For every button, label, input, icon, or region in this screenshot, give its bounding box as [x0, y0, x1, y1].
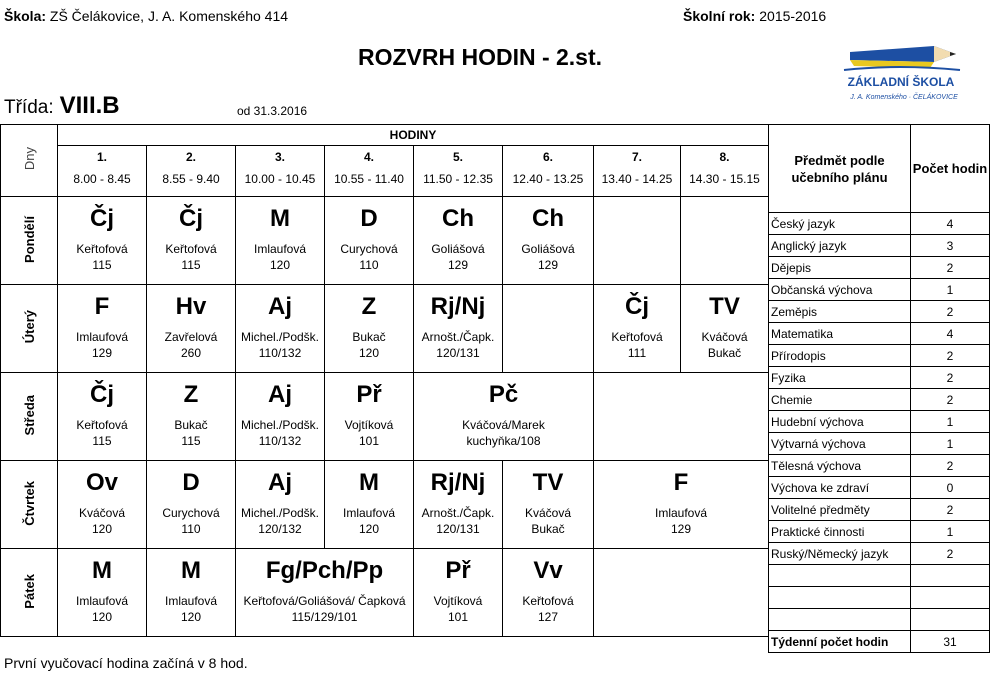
lesson-cell [414, 461, 503, 549]
lesson-room: 120/132 [258, 522, 302, 536]
school-value: ZŠ Čelákovice, J. A. Komenského 414 [49, 8, 289, 24]
school-line [4, 8, 288, 24]
lesson-cell [147, 285, 236, 373]
subject-row [769, 323, 990, 345]
lesson-subject: Př [445, 557, 471, 584]
subject-row [769, 521, 990, 543]
period-number: 1. [96, 150, 107, 164]
empty-row [769, 609, 990, 631]
footer-note: První vyučovací hodina začíná v 8 hod. [4, 655, 248, 671]
logo-line2: J. A. Komenského · ČELÁKOVICE [850, 94, 958, 101]
lesson-cell [594, 461, 769, 549]
subject-count: 2 [911, 345, 990, 367]
empty-cell [594, 197, 681, 285]
lesson-cell [236, 549, 414, 637]
timetable [0, 124, 769, 637]
lesson-teacher: Arnošt./Čapk. [421, 330, 495, 344]
lesson-teacher: Keřtofová [611, 330, 663, 344]
lesson-teacher: Michel./Podšk. [240, 506, 320, 520]
empty-cell [594, 549, 769, 637]
empty-cell [911, 587, 990, 609]
lesson-cell [147, 461, 236, 549]
period-header [58, 146, 147, 197]
lesson-subject: Rj/Nj [430, 469, 486, 496]
subject-name: Dějepis [769, 257, 911, 279]
period-time: 11.50 - 12.35 [423, 172, 493, 186]
total-label: Týdenní počet hodin [769, 631, 911, 653]
lesson-room: 115/129/101 [291, 610, 358, 624]
page-title: ROZVRH HODIN - 2.st. [357, 44, 603, 70]
lesson-teacher: Kváčová [524, 506, 572, 520]
empty-cell [769, 609, 911, 631]
empty-cell [911, 609, 990, 631]
subject-row [769, 345, 990, 367]
day-name: Pátek [21, 573, 37, 609]
day-row [1, 549, 769, 637]
empty-cell [594, 373, 769, 461]
lesson-cell [236, 285, 325, 373]
lesson-room: Bukač [707, 346, 742, 360]
lesson-room: 129 [670, 522, 692, 536]
lesson-cell [325, 373, 414, 461]
period-number: 5. [452, 150, 463, 164]
lesson-cell [58, 461, 147, 549]
subject-name: Chemie [769, 389, 911, 411]
lesson-room: 120/131 [436, 346, 480, 360]
empty-row [769, 587, 990, 609]
lesson-subject: TV [709, 293, 740, 320]
period-header [681, 146, 769, 197]
lesson-cell [681, 285, 769, 373]
days-label: Dny [21, 147, 37, 171]
lesson-cell [325, 197, 414, 285]
lesson-teacher: Bukač [352, 330, 386, 344]
subject-hours-table [768, 124, 990, 653]
lesson-teacher: Imlaufová [75, 330, 129, 344]
subject-name: Praktické činnosti [769, 521, 911, 543]
day-label [1, 197, 58, 285]
lesson-cell [147, 549, 236, 637]
period-header [503, 146, 594, 197]
lesson-teacher: Zavřelová [164, 330, 218, 344]
subject-row [769, 543, 990, 565]
day-name: Středa [21, 394, 37, 436]
lesson-cell [414, 285, 503, 373]
school-year-line [683, 8, 826, 24]
total-value: 31 [911, 631, 990, 653]
lesson-teacher: Kváčová/Marek [462, 418, 545, 432]
lesson-teacher: Michel./Podšk. [240, 330, 320, 344]
lesson-subject: Ch [532, 205, 564, 232]
empty-cell [911, 565, 990, 587]
count-header: Počet hodin [911, 125, 990, 213]
subject-count: 4 [911, 323, 990, 345]
subject-count: 2 [911, 301, 990, 323]
lesson-room: 120/131 [436, 522, 480, 536]
period-time: 14.30 - 15.15 [689, 172, 760, 186]
lesson-teacher: Vojtíková [344, 418, 394, 432]
lesson-subject: Ov [85, 469, 118, 496]
lesson-cell [503, 461, 594, 549]
lesson-cell [236, 197, 325, 285]
lesson-subject: M [181, 557, 201, 584]
lesson-teacher: Imlaufová [654, 506, 708, 520]
lesson-subject: Z [361, 293, 377, 320]
lesson-teacher: Goliášová [521, 242, 575, 256]
subject-count: 1 [911, 411, 990, 433]
lesson-subject: Čj [90, 205, 114, 232]
lesson-room: 101 [447, 610, 469, 624]
day-label [1, 285, 58, 373]
lesson-cell [236, 461, 325, 549]
subject-row [769, 433, 990, 455]
day-row [1, 461, 769, 549]
subject-row [769, 301, 990, 323]
lesson-subject: Hv [175, 293, 207, 320]
lesson-room: 120 [91, 522, 113, 536]
subject-name: Český jazyk [769, 213, 911, 235]
lesson-teacher: Keřtofová [76, 418, 128, 432]
lesson-room: 110 [359, 258, 379, 272]
subject-row [769, 213, 990, 235]
hours-header: HODINY [58, 125, 769, 146]
lesson-room: 115 [181, 258, 201, 272]
lesson-room: 127 [537, 610, 559, 624]
lesson-subject: TV [532, 469, 564, 496]
period-header [325, 146, 414, 197]
total-row [769, 631, 990, 653]
lesson-subject: Aj [268, 381, 292, 408]
period-number: 4. [363, 150, 374, 164]
lesson-teacher: Curychová [340, 242, 398, 256]
subject-name: Výchova ke zdraví [769, 477, 911, 499]
lesson-room: 115 [92, 258, 112, 272]
lesson-subject: M [359, 469, 379, 496]
lesson-cell [58, 549, 147, 637]
subject-count: 0 [911, 477, 990, 499]
lesson-teacher: Keřtofová [522, 594, 574, 608]
lesson-room: 111 [627, 346, 647, 360]
lesson-subject: Vv [533, 557, 563, 584]
subject-header: Předmět podle učebního plánu [769, 125, 911, 213]
subject-row [769, 257, 990, 279]
period-number: 6. [542, 150, 553, 164]
lesson-room: Bukač [531, 522, 565, 536]
pencil-icon [838, 40, 968, 106]
subject-row [769, 279, 990, 301]
lesson-subject: Z [183, 381, 199, 408]
subject-name: Občanská výchova [769, 279, 911, 301]
lesson-teacher: Imlaufová [164, 594, 218, 608]
lesson-room: 101 [358, 434, 380, 448]
subject-count: 2 [911, 257, 990, 279]
subject-name: Matematika [769, 323, 911, 345]
lesson-teacher: Arnošt./Čapk. [421, 506, 495, 520]
subject-row [769, 499, 990, 521]
lesson-room: 110/132 [258, 346, 302, 360]
lesson-teacher: Bukač [174, 418, 208, 432]
period-time: 8.55 - 9.40 [162, 172, 220, 186]
subject-count: 1 [911, 433, 990, 455]
lesson-cell [414, 373, 594, 461]
period-time: 10.55 - 11.40 [334, 172, 404, 186]
subject-name: Hudební výchova [769, 411, 911, 433]
lesson-teacher: Keřtofová [76, 242, 128, 256]
subject-row [769, 411, 990, 433]
subject-row [769, 477, 990, 499]
lesson-room: 115 [92, 434, 112, 448]
school-year-label: Školní rok: [683, 8, 756, 24]
period-header [236, 146, 325, 197]
lesson-subject: Aj [268, 293, 292, 320]
lesson-room: 120 [358, 522, 380, 536]
lesson-cell [414, 549, 503, 637]
day-row [1, 373, 769, 461]
lesson-cell [414, 197, 503, 285]
day-label [1, 549, 58, 637]
subject-name: Fyzika [769, 367, 911, 389]
subject-count: 3 [911, 235, 990, 257]
lesson-subject: Čj [625, 293, 649, 320]
school-label: Škola: [4, 8, 47, 24]
subject-count: 2 [911, 367, 990, 389]
empty-row [769, 565, 990, 587]
lesson-subject: Rj/Nj [430, 293, 486, 320]
subject-count: 1 [911, 279, 990, 301]
lesson-room: 129 [91, 346, 113, 360]
day-label [1, 461, 58, 549]
lesson-cell [58, 285, 147, 373]
lesson-cell [236, 373, 325, 461]
lesson-subject: Aj [268, 469, 292, 496]
subject-name: Anglický jazyk [769, 235, 911, 257]
lesson-room: 110 [181, 522, 201, 536]
lesson-cell [325, 285, 414, 373]
lesson-room: 129 [447, 258, 469, 272]
lesson-cell [147, 197, 236, 285]
empty-cell [681, 197, 769, 285]
logo-line1: ZÁKLADNÍ ŠKOLA [847, 75, 955, 89]
subject-row [769, 367, 990, 389]
period-time: 13.40 - 14.25 [601, 172, 673, 186]
subject-name: Výtvarná výchova [769, 433, 911, 455]
lesson-room: 120 [91, 610, 113, 624]
lesson-room: 120 [358, 346, 380, 360]
day-name: Pondělí [21, 215, 37, 263]
lesson-subject: F [94, 293, 110, 320]
school-logo [838, 40, 968, 106]
lesson-subject: D [182, 469, 200, 496]
lesson-teacher: Kváčová [78, 506, 126, 520]
day-label [1, 373, 58, 461]
lesson-cell [147, 373, 236, 461]
lesson-teacher: Curychová [162, 506, 220, 520]
lesson-teacher: Keřtofová [165, 242, 217, 256]
subject-name: Přírodopis [769, 345, 911, 367]
lesson-teacher: Keřtofová/Goliášová/ Čapková [243, 594, 406, 608]
lesson-teacher: Vojtíková [433, 594, 483, 608]
day-row [1, 285, 769, 373]
lesson-subject: Př [356, 381, 382, 408]
period-number: 3. [274, 150, 285, 164]
subject-count: 2 [911, 455, 990, 477]
subject-name: Tělesná výchova [769, 455, 911, 477]
period-time: 8.00 - 8.45 [73, 172, 131, 186]
period-time: 12.40 - 13.25 [512, 172, 584, 186]
lesson-subject: F [673, 469, 689, 496]
period-time: 10.00 - 10.45 [244, 172, 316, 186]
lesson-teacher: Imlaufová [75, 594, 129, 608]
valid-from: od 31.3.2016 [237, 104, 308, 118]
subject-name: Zeměpis [769, 301, 911, 323]
lesson-subject: Čj [90, 381, 114, 408]
lesson-subject: D [360, 205, 378, 232]
lesson-subject: M [270, 205, 290, 232]
subject-count: 1 [911, 521, 990, 543]
empty-cell [769, 587, 911, 609]
subject-name: Volitelné předměty [769, 499, 911, 521]
subject-name: Ruský/Německý jazyk [769, 543, 911, 565]
period-header [414, 146, 503, 197]
lesson-subject: Fg/Pch/Pp [265, 557, 384, 584]
subject-count: 2 [911, 389, 990, 411]
class-line [4, 92, 120, 120]
subject-row [769, 389, 990, 411]
period-number: 2. [185, 150, 196, 164]
lesson-room: 129 [537, 258, 559, 272]
subject-count: 2 [911, 499, 990, 521]
lesson-room: 120 [180, 610, 202, 624]
lesson-cell [58, 197, 147, 285]
subject-count: 2 [911, 543, 990, 565]
empty-cell [769, 565, 911, 587]
lesson-cell [325, 461, 414, 549]
lesson-teacher: Kváčová [701, 330, 748, 344]
lesson-teacher: Imlaufová [253, 242, 307, 256]
lesson-room: 260 [180, 346, 202, 360]
lesson-cell [594, 285, 681, 373]
subject-row [769, 235, 990, 257]
lesson-subject: M [92, 557, 112, 584]
lesson-teacher: Michel./Podšk. [240, 418, 320, 432]
lesson-subject: Čj [179, 205, 203, 232]
lesson-subject: Pč [488, 381, 519, 408]
period-number: 8. [719, 150, 730, 164]
lesson-teacher: Goliášová [431, 242, 485, 256]
period-header [147, 146, 236, 197]
lesson-subject: Ch [442, 205, 474, 232]
lesson-teacher: Imlaufová [342, 506, 396, 520]
school-year-value: 2015-2016 [759, 8, 827, 24]
period-header [594, 146, 681, 197]
subject-count: 4 [911, 213, 990, 235]
subject-row [769, 455, 990, 477]
day-name: Úterý [21, 310, 37, 344]
class-value: VIII.B [59, 92, 120, 119]
class-label: Třída: [4, 97, 54, 118]
lesson-room: 115 [181, 434, 201, 448]
days-header [1, 125, 58, 197]
lesson-room: 120 [269, 258, 291, 272]
lesson-cell [503, 197, 594, 285]
lesson-room: kuchyňka/108 [466, 434, 541, 448]
lesson-cell [503, 549, 594, 637]
day-name: Čtvrtek [21, 480, 37, 526]
lesson-room: 110/132 [258, 434, 302, 448]
period-number: 7. [631, 150, 642, 164]
lesson-cell [58, 373, 147, 461]
day-row [1, 197, 769, 285]
empty-cell [503, 285, 594, 373]
